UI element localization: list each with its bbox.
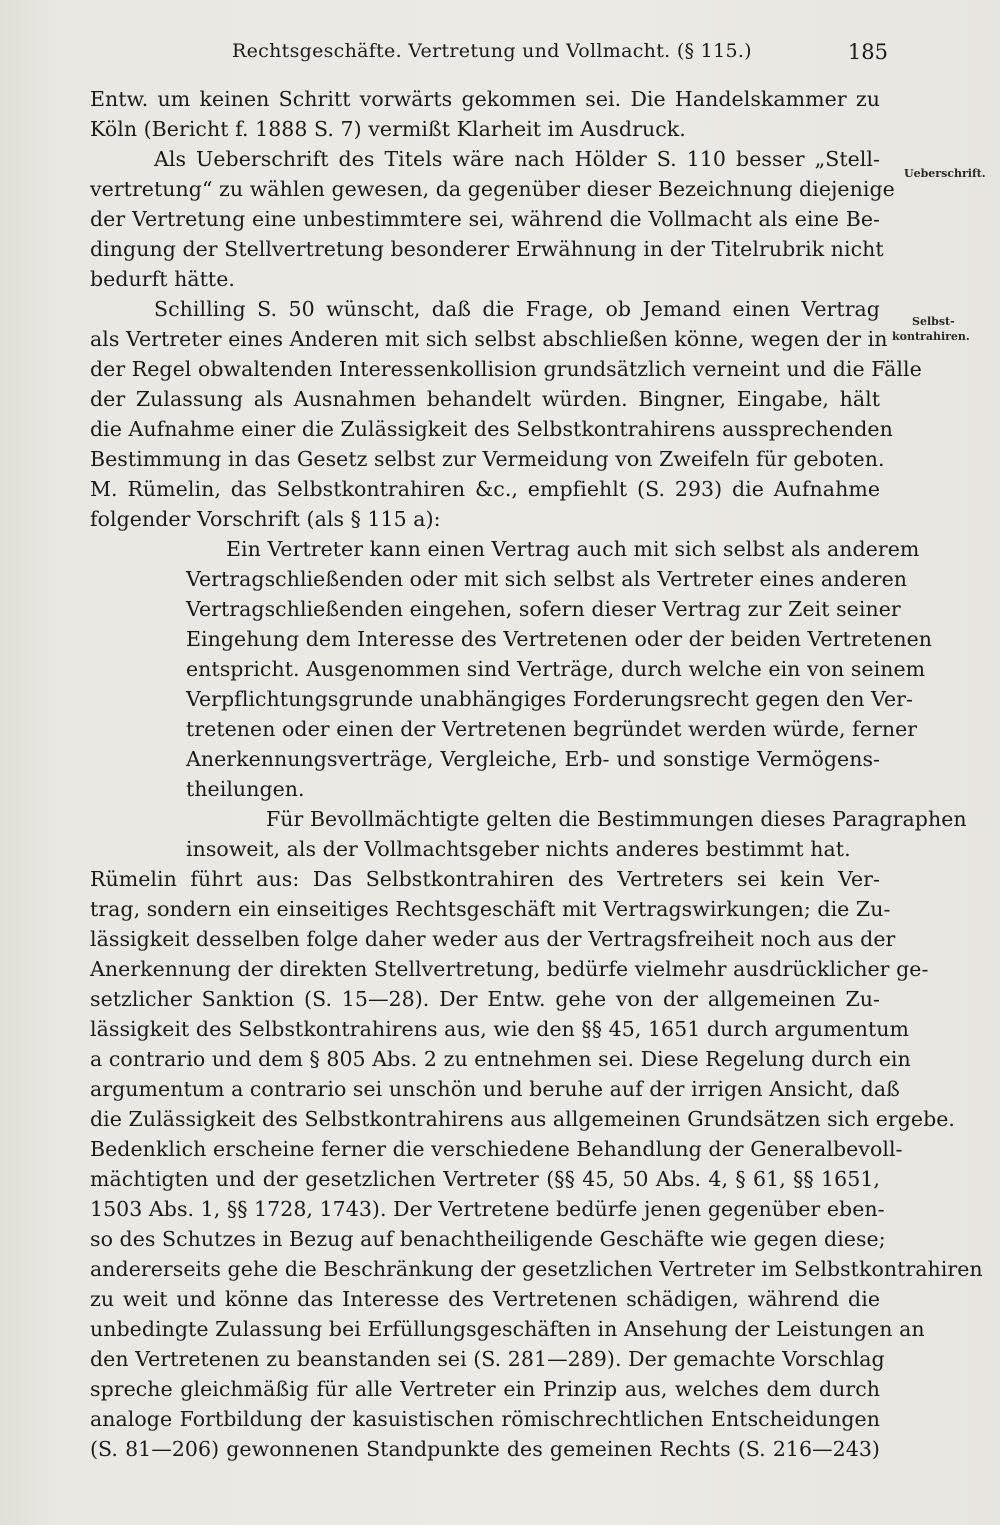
quote-line: entspricht. Ausgenommen sind Verträge, durch welche ein von seinem — [186, 657, 926, 681]
quote-line: insoweit, als der Vollmachtsgeber nichts anderes bestimmt hat. — [186, 837, 851, 861]
text-line: unbedingte Zulassung bei Erfüllungsgeschäften in Ansehung der Leistungen an — [90, 1317, 925, 1341]
text-line: M. Rümelin, das Selbstkontrahiren &c., empfiehlt (S. 293) die Aufnahme — [90, 477, 880, 501]
paragraph-start-line: Als Ueberschrift des Titels wäre nach Hölder S. 110 besser „Stell- — [154, 147, 880, 171]
text-line: so des Schutzes in Bezug auf benachtheiligende Geschäfte wie gegen diese; — [90, 1227, 886, 1251]
text-line: a contrario und dem § 805 Abs. 2 zu entnehmen sei. Diese Regelung durch ein — [90, 1047, 911, 1071]
quote-line: Vertragschließenden oder mit sich selbst als Vertreter eines anderen — [186, 567, 908, 591]
text-line: als Vertreter eines Anderen mit sich selbst abschließen könne, wegen der in — [90, 327, 888, 351]
paragraph-start-line: Schilling S. 50 wünscht, daß die Frage, ob Jemand einen Vertrag — [154, 297, 880, 321]
text-line: Anerkennung der direkten Stellvertretung, bedürfe vielmehr ausdrücklicher ge- — [90, 957, 929, 981]
quote-line: Vertragschließenden eingehen, sofern dieser Vertrag zur Zeit seiner — [186, 597, 901, 621]
quote-line: theilungen. — [186, 777, 305, 801]
text-line: folgender Vorschrift (als § 115 a): — [90, 507, 441, 531]
text-line: dingung der Stellvertretung besonderer Erwähnung in der Titelrubrik nicht — [90, 237, 884, 261]
text-line: (S. 81—206) gewonnenen Standpunkte des gemeinen Rechts (S. 216—243) — [90, 1437, 880, 1461]
quote-line: Anerkennungsverträge, Vergleiche, Erb- und sonstige Vermögens- — [186, 747, 880, 771]
text-line: Bestimmung in das Gesetz selbst zur Vermeidung von Zweifeln für geboten. — [90, 447, 885, 471]
text-line: vertretung“ zu wählen gewesen, da gegenüber dieser Bezeichnung diejenige — [90, 177, 895, 201]
text-line: Entw. um keinen Schritt vorwärts gekommen sei. Die Handelskammer zu — [90, 87, 880, 111]
text-line: lässigkeit des Selbstkontrahirens aus, wie den §§ 45, 1651 durch argumentum — [90, 1017, 910, 1041]
text-line: analoge Fortbildung der kasuistischen römischrechtlichen Entscheidungen — [90, 1407, 880, 1431]
quote-line: tretenen oder einen der Vertretenen begründet werden würde, ferner — [186, 717, 918, 741]
text-line: lässigkeit desselben folge daher weder aus der Vertragsfreiheit noch aus der — [90, 927, 896, 951]
text-line: Köln (Bericht f. 1888 S. 7) vermißt Klarheit im Ausdruck. — [90, 117, 686, 141]
text-line: andererseits gehe die Beschränkung der gesetzlichen Vertreter im Selbstkontrahiren — [90, 1257, 983, 1281]
text-line: die Aufnahme einer die Zulässigkeit des Selbstkontrahirens aussprechenden — [90, 417, 893, 441]
text-line: der Regel obwaltenden Interessenkollision grundsätzlich verneint und die Fälle — [90, 357, 922, 381]
text-line: spreche gleichmäßig für alle Vertreter ein Prinzip aus, welches dem durch — [90, 1377, 880, 1401]
quote-line: Eingehung dem Interesse des Vertretenen oder der beiden Vertretenen — [186, 627, 933, 651]
quote-line: Verpflichtungsgrunde unabhängiges Forderungsrecht gegen den Ver- — [186, 687, 913, 711]
page-number: 185 — [847, 40, 888, 64]
text-line: der Zulassung als Ausnahmen behandelt würden. Bingner, Eingabe, hält — [90, 387, 880, 411]
text-line: trag, sondern ein einseitiges Rechtsgeschäft mit Vertragswirkungen; die Zu- — [90, 897, 891, 921]
margin-note-ueberschrift: Ueberschrift. — [904, 167, 986, 180]
text-line: argumentum a contrario sei unschön und beruhe auf der irrigen Ansicht, daß — [90, 1077, 900, 1101]
text-line: den Vertretenen zu beanstanden sei (S. 281—289). Der gemachte Vorschlag — [90, 1347, 885, 1371]
margin-note-kontrahiren: kontrahiren. — [892, 330, 970, 343]
text-line: setzlicher Sanktion (S. 15—28). Der Entw. gehe von der allgemeinen Zu- — [90, 987, 880, 1011]
running-header: Rechtsgeschäfte. Vertretung und Vollmacht. (§ 115.) — [232, 40, 752, 62]
margin-note-selbst: Selbst- — [912, 315, 955, 328]
text-line: die Zulässigkeit des Selbstkontrahirens aus allgemeinen Grundsätzen sich ergebe. — [90, 1107, 955, 1131]
text-line: der Vertretung eine unbestimmtere sei, während die Vollmacht als eine Be- — [90, 207, 880, 231]
text-line: bedurft hätte. — [90, 267, 235, 291]
quote-line: Für Bevollmächtigte gelten die Bestimmungen dieses Paragraphen — [266, 807, 967, 831]
text-line: 1503 Abs. 1, §§ 1728, 1743). Der Vertretene bedürfe jenen gegenüber eben- — [90, 1197, 885, 1221]
body-text — [90, 84, 983, 1464]
text-line: Rümelin führt aus: Das Selbstkontrahiren des Vertreters sei kein Ver- — [90, 867, 880, 891]
quote-line: Ein Vertreter kann einen Vertrag auch mit sich selbst als anderem — [226, 537, 920, 561]
text-line: Bedenklich erscheine ferner die verschiedene Behandlung der Generalbevoll- — [90, 1137, 903, 1161]
text-line: zu weit und könne das Interesse des Vertretenen schädigen, während die — [90, 1287, 880, 1311]
text-line: mächtigten und der gesetzlichen Vertreter (§§ 45, 50 Abs. 4, § 61, §§ 1651, — [90, 1167, 880, 1191]
